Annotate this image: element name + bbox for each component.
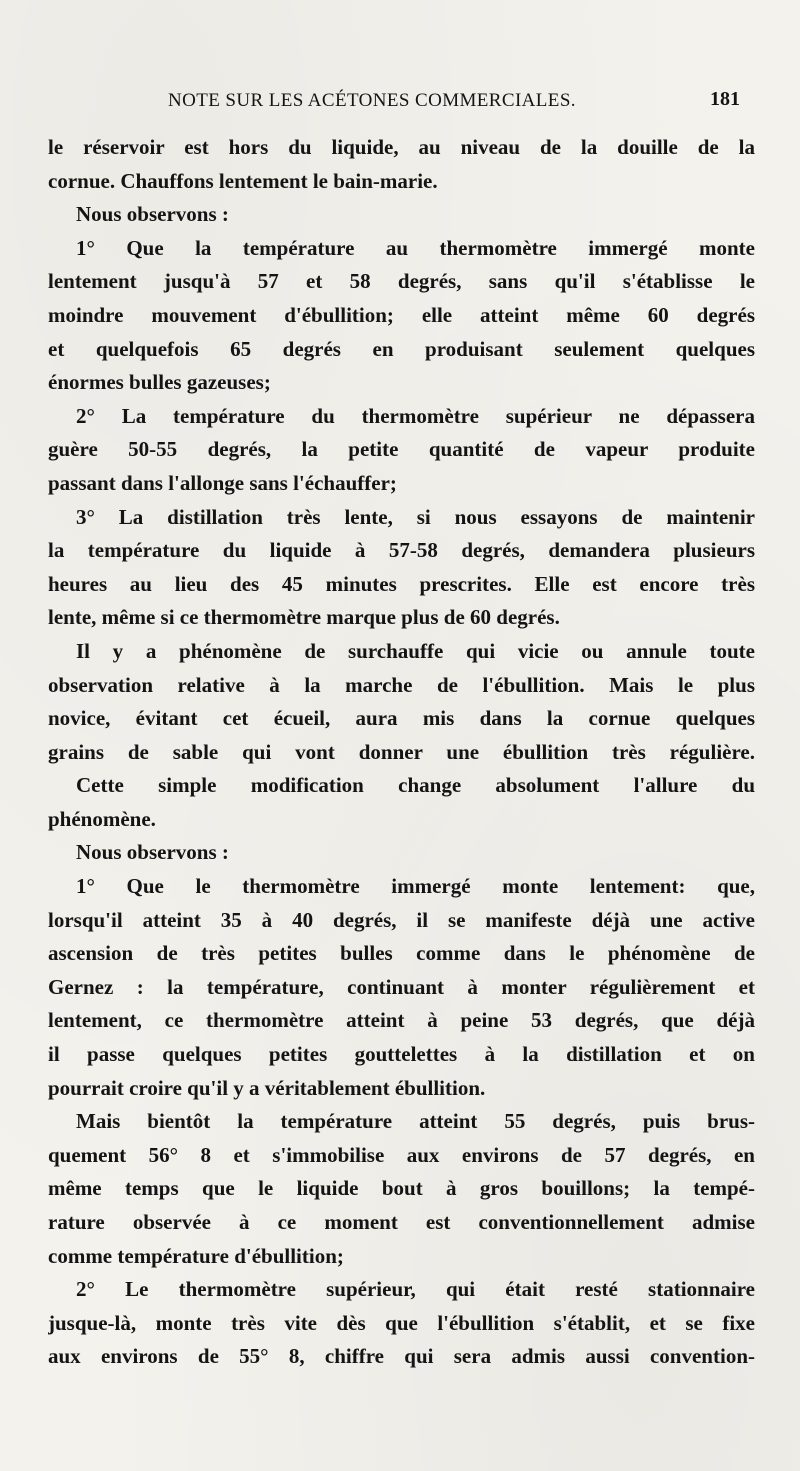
text-line: Il y a phénomène de surchauffe qui vicie ou annule toute [76,638,755,663]
text-line: 1° Que la température au thermomètre immergé monte [76,235,755,260]
text-line: énormes bulles gazeuses; [48,370,271,395]
text-line: pourrait croire qu'il y a véritablement ébullition. [48,1075,486,1100]
text-line: comme température d'ébullition; [48,1243,344,1268]
text-line: Cette simple modification change absolument l'allure du [76,773,755,798]
text-line: le réservoir est hors du liquide, au niveau de la douille de la [48,135,755,159]
text-line: 2° La température du thermomètre supérieur ne dépassera [76,403,755,428]
text-line: la température du liquide à 57-58 degrés, demandera plusieurs [48,538,755,563]
text-line: Gernez : la température, continuant à monter régulièrement et [48,974,755,999]
text-line: heures au lieu des 45 minutes prescrites. Elle est encore très [48,571,755,596]
text-line: passant dans l'allonge sans l'échauffer; [48,470,397,495]
text-line: Mais bientôt la température atteint 55 degrés, puis brus- [76,1109,755,1134]
text-line: lente, même si ce thermomètre marque plus de 60 degrés. [48,605,560,630]
text-line: quement 56° 8 et s'immobilise aux environs de 57 degrés, en [48,1142,755,1167]
text-line: novice, évitant cet écueil, aura mis dans la cornue quelques [48,706,755,731]
text-line: 1° Que le thermomètre immergé monte lentement: que, [76,874,755,899]
text-line: moindre mouvement d'ébullition; elle atteint même 60 degrés [48,302,755,327]
text-line: Nous observons : [76,202,229,227]
text-line: guère 50-55 degrés, la petite quantité de vapeur produite [48,437,755,462]
text-line: phénomène. [48,806,156,831]
text-line: et quelquefois 65 degrés en produisant seulement quelques [48,336,755,361]
page-number: 181 [710,88,740,110]
text-line: Nous observons : [76,840,229,865]
text-line: 2° Le thermomètre supérieur, qui était resté stationnaire [76,1277,755,1302]
text-line: aux environs de 55° 8, chiffre qui sera admis aussi convention- [48,1344,755,1369]
page-header [48,88,748,118]
text-line: 3° La distillation très lente, si nous essayons de maintenir [76,504,755,529]
text-line: grains de sable qui vont donner une ébullition très régulière. [48,739,755,764]
text-line: jusque-là, monte très vite dès que l'ébullition s'établit, et se fixe [48,1310,755,1335]
text-line: cornue. Chauffons lentement le bain-marie. [48,168,438,193]
text-line: lentement jusqu'à 57 et 58 degrés, sans qu'il s'établisse le [48,269,755,294]
text-line: même temps que le liquide bout à gros bouillons; la tempé- [48,1176,755,1201]
text-line: il passe quelques petites gouttelettes à la distillation et on [48,1042,755,1067]
body-text [48,131,755,1374]
text-line: lentement, ce thermomètre atteint à peine 53 degrés, que déjà [48,1008,755,1033]
text-line: lorsqu'il atteint 35 à 40 degrés, il se manifeste déjà une active [48,907,755,932]
text-line: rature observée à ce moment est conventionnellement admise [48,1210,755,1234]
text-line: ascension de très petites bulles comme dans le phénomène de [48,941,755,966]
running-title: NOTE SUR LES ACÉTONES COMMERCIALES. [168,90,576,111]
text-line: observation relative à la marche de l'ébullition. Mais le plus [48,672,755,697]
